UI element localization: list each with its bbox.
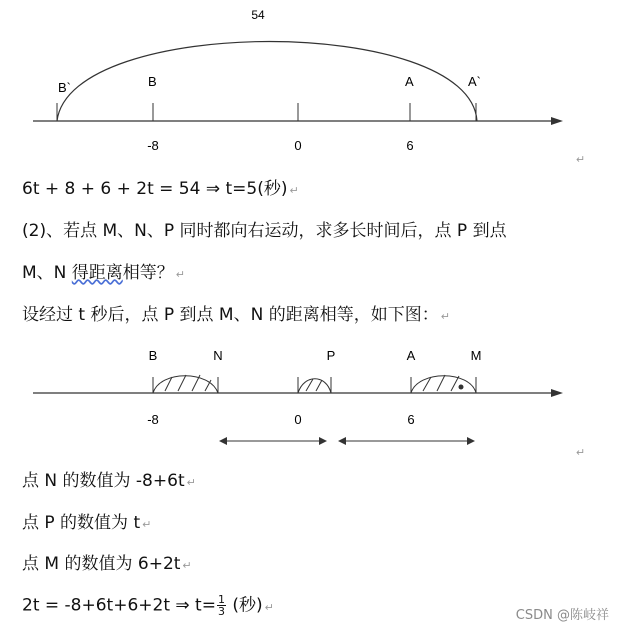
label-b-prime: B` bbox=[58, 80, 71, 95]
value-b: -8 bbox=[147, 138, 159, 153]
paragraph-mark: ↵ bbox=[289, 184, 299, 197]
hatch-p bbox=[306, 379, 322, 391]
question-line: (2)、若点 M、N、P 同时都向右运动，求多长时间后，点 P 到点 bbox=[22, 221, 507, 241]
watermark: CSDN @陈岐祥 bbox=[515, 608, 609, 623]
value-zero: 0 bbox=[294, 138, 302, 153]
label-m: M bbox=[470, 348, 482, 363]
spellcheck-underline: 得距离 bbox=[71, 263, 123, 283]
question-line-cont: M、N 得距离相等？ ↵ bbox=[22, 263, 186, 283]
label-p: P bbox=[326, 348, 336, 363]
arc-label: 54 bbox=[251, 8, 265, 22]
solution-line: 2t = -8+6t+6+2t ⇒ t= $\frac{1}{3}$ (秒) ↵ bbox=[22, 593, 274, 618]
paragraph-mark: ↵ bbox=[264, 600, 274, 614]
paragraph-mark: ↵ bbox=[576, 447, 586, 459]
shaded-arc-p bbox=[298, 379, 331, 393]
label-b: B bbox=[148, 74, 157, 89]
setup-line: 设经过 t 秒后，点 P 到点 M、N 的距离相等，如下图： ↵ bbox=[22, 305, 450, 325]
value-b: -8 bbox=[147, 412, 159, 427]
paragraph-mark: ↵ bbox=[576, 154, 586, 166]
fraction-one-third: $\frac{1}{3}$ bbox=[217, 593, 225, 618]
value-a: 6 bbox=[407, 412, 415, 427]
p-value-line: 点 P 的数值为 t ↵ bbox=[22, 513, 152, 533]
paragraph-mark: ↵ bbox=[142, 518, 152, 531]
label-n: N bbox=[213, 348, 223, 363]
mark-dot bbox=[459, 385, 464, 390]
label-b: B bbox=[148, 348, 158, 363]
hatch-am bbox=[423, 375, 459, 391]
axis-arrow bbox=[551, 389, 563, 397]
paragraph-mark: ↵ bbox=[182, 559, 192, 572]
hatch-bn bbox=[165, 375, 211, 391]
label-a-prime: A` bbox=[468, 74, 481, 89]
value-a: 6 bbox=[406, 138, 414, 153]
label-a: A bbox=[405, 74, 414, 89]
paragraph-mark: ↵ bbox=[440, 310, 450, 323]
paragraph-mark: ↵ bbox=[186, 476, 196, 489]
m-value-line: 点 M 的数值为 6+2t ↵ bbox=[22, 554, 192, 574]
n-value-line: 点 N 的数值为 -8+6t ↵ bbox=[22, 471, 196, 491]
equation-line-1: 6t + 8 + 6 + 2t = 54 ⇒ t=5(秒) ↵ bbox=[22, 179, 299, 199]
paragraph-mark: ↵ bbox=[175, 268, 186, 281]
label-a: A bbox=[406, 348, 416, 363]
value-zero: 0 bbox=[294, 412, 302, 427]
